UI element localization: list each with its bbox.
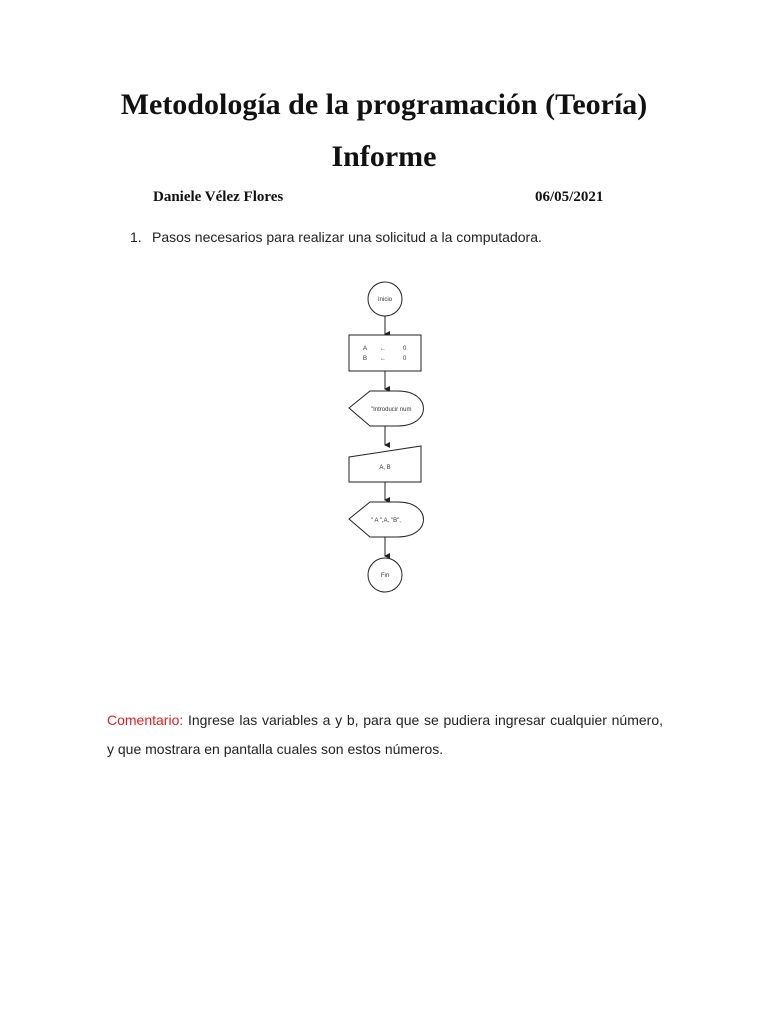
flowchart-process-node [349,335,421,371]
author-name: Daniele Vélez Flores [153,189,284,205]
list-item [130,229,542,245]
flowchart-assign-a-var: A [363,346,368,352]
flowchart-assign-b-var: B [363,356,368,362]
flowchart-assign-a-value: 0 [403,346,407,352]
comment-label: Comentario: [107,712,184,728]
list-item-text: Pasos necesarios para realizar una solicitud a la computadora. [152,229,542,245]
flowchart-input-label: A, B [379,465,391,471]
flowchart-end-label: Fin [380,573,390,579]
flowchart-assign-b-value: 0 [403,356,407,362]
document-date: 06/05/2021 [535,189,604,205]
document-title: Metodología de la programación (Teoría) [120,88,648,121]
flowchart-assign-a-arrow: ← [380,346,386,352]
list-item-number: 1. [130,229,142,245]
flowchart-display-2-label: " A ",A, "B", [371,518,401,524]
document-subtitle: Informe [331,140,437,173]
comment-text: Ingrese las variables a y b, para que se pudiera ingresar cualquier número, y que mostrara en pantalla cuales son estos números. [107,712,663,757]
flowchart-start-label: Inicio [377,297,393,303]
flowchart-input-node [349,446,421,482]
flowchart-diagram [340,276,440,596]
comment-paragraph [107,706,663,764]
flowchart-display-1-label: "Introducir num [371,407,412,413]
flowchart-assign-b-arrow: ← [380,356,386,362]
